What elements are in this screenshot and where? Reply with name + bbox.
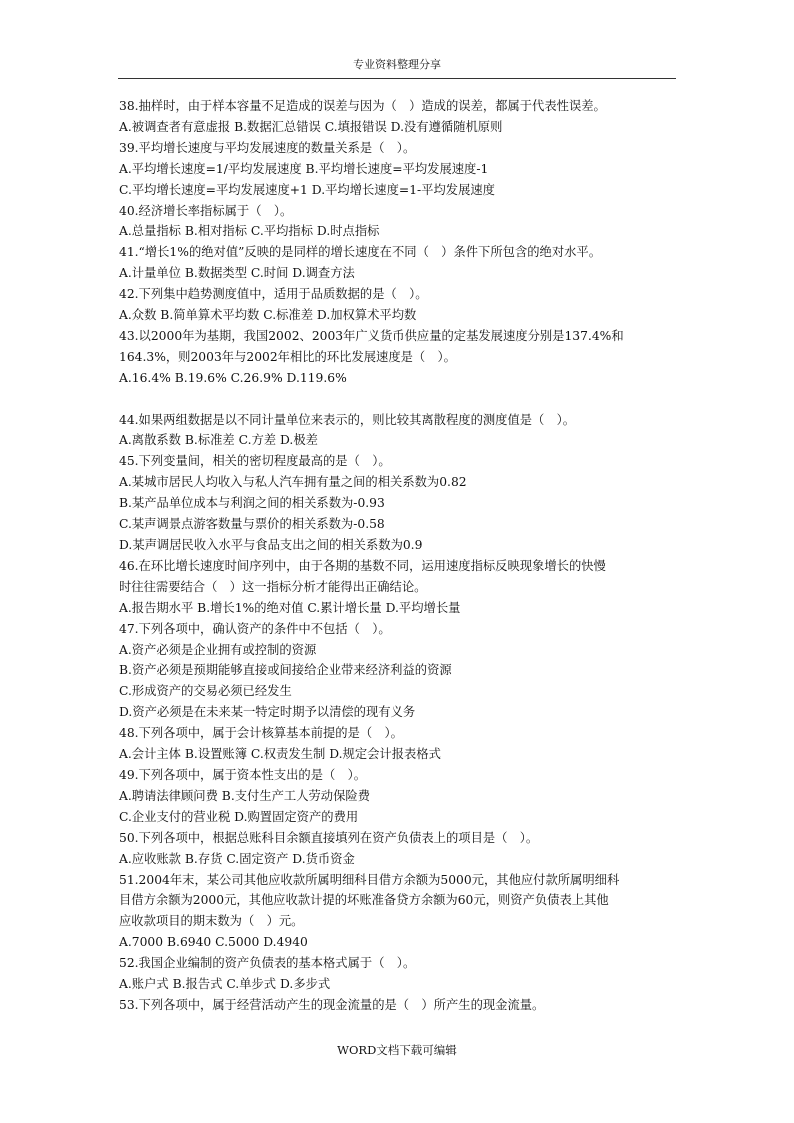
text-line: 46.在环比增长速度时间序列中，由于各期的基数不同，运用速度指标反映现象增长的快慢 <box>119 558 606 573</box>
text-line: 48.下列各项中，属于会计核算基本前提的是（ ）。 <box>119 726 403 741</box>
text-line: B.资产必须是预期能够直接或间接给企业带来经济利益的资源 <box>119 663 452 678</box>
text-line: 40.经济增长率指标属于（ ）。 <box>119 203 293 218</box>
text-line: A.众数 B.简单算术平均数 C.标准差 D.加权算术平均数 <box>119 308 417 323</box>
text-line: A.账户式 B.报告式 C.单步式 D.多步式 <box>119 977 331 992</box>
text-line: A.报告期水平 B.增长1%的绝对值 C.累计增长量 D.平均增长量 <box>119 600 461 615</box>
text-line: 41.“增长1%的绝对值”反映的是同样的增长速度在不同（ ）条件下所包含的绝对水平。 <box>119 245 602 260</box>
document-body <box>119 96 689 1016</box>
text-line: A.资产必须是企业拥有或控制的资源 <box>119 642 317 657</box>
text-line: 164.3%，则2003年与2002年相比的环比发展速度是（ ）。 <box>119 349 456 364</box>
page-header: 专业资料整理分享 <box>118 56 676 79</box>
text-line: A.应收账款 B.存货 C.固定资产 D.货币资金 <box>119 851 355 866</box>
text-line: 47.下列各项中，确认资产的条件中不包括（ ）。 <box>119 621 391 636</box>
text-line: A.聘请法律顾问费 B.支付生产工人劳动保险费 <box>119 788 370 803</box>
page-footer: WORD文档下载可编辑 <box>337 1043 457 1057</box>
text-line: A.离散系数 B.标准差 C.方差 D.极差 <box>119 433 318 448</box>
text-line: D.资产必须是在未来某一特定时期予以清偿的现有义务 <box>119 705 416 720</box>
text-line: A.16.4% B.19.6% C.26.9% D.119.6% <box>119 370 347 385</box>
text-line: 51.2004年末，某公司其他应收款所属明细科目借方余额为5000元，其他应付款所属明细科 <box>119 872 620 887</box>
text-line: A.会计主体 B.设置账簿 C.权责发生制 D.规定会计报表格式 <box>119 747 441 762</box>
text-line: 45.下列变量间，相关的密切程度最高的是（ ）。 <box>119 454 391 469</box>
text-line: 43.以2000年为基期，我国2002、2003年广义货币供应量的定基发展速度分别是137.4%和 <box>119 328 624 343</box>
text-line: 53.下列各项中，属于经营活动产生的现金流量的是（ ）所产生的现金流量。 <box>119 997 545 1012</box>
text-line: C.形成资产的交易必须已经发生 <box>119 684 292 699</box>
text-line: D.某声调居民收入水平与食品支出之间的相关系数为0.9 <box>119 538 423 553</box>
text-line: 38.抽样时，由于样本容量不足造成的误差与因为（ ）造成的误差，都属于代表性误差。 <box>119 99 606 113</box>
text-line: 目借方余额为2000元，其他应收款计提的坏账准备贷方余额为60元，则资产负债表上其他 <box>119 893 609 908</box>
text-line: A.某城市居民人均收入与私人汽车拥有量之间的相关系数为0.82 <box>119 475 467 490</box>
text-line: 44.如果两组数据是以不同计量单位来表示的，则比较其离散程度的测度值是（ ）。 <box>119 412 576 427</box>
text-line: 52.我国企业编制的资产负债表的基本格式属于（ ）。 <box>119 956 416 971</box>
text-line: 50.下列各项中，根据总账科目余额直接填列在资产负债表上的项目是（ ）。 <box>119 830 539 845</box>
text-line: A.总量指标 B.相对指标 C.平均指标 D.时点指标 <box>119 224 380 239</box>
text-line: A.7000 B.6940 C.5000 D.4940 <box>119 935 308 950</box>
text-line: C.平均增长速度=平均发展速度+1 D.平均增长速度=1-平均发展速度 <box>119 182 495 197</box>
text-line: 42.下列集中趋势测度值中，适用于品质数据的是（ ）。 <box>119 287 428 302</box>
text-line: C.某声调景点游客数量与票价的相关系数为-0.58 <box>119 517 385 532</box>
text-line: A.被调查者有意虚报 B.数据汇总错误 C.填报错误 D.没有遵循随机原则 <box>119 119 503 134</box>
text-line: A.计量单位 B.数据类型 C.时间 D.调查方法 <box>119 266 355 281</box>
text-line: B.某产品单位成本与利润之间的相关系数为-0.93 <box>119 496 385 511</box>
text-line: 时往往需要结合（ ）这一指标分析才能得出正确结论。 <box>119 579 427 594</box>
text-line: A.平均增长速度=1/平均发展速度 B.平均增长速度=平均发展速度-1 <box>119 161 489 176</box>
text-line: C.企业支付的营业税 D.购置固定资产的费用 <box>119 809 359 824</box>
text-line <box>119 389 689 410</box>
text-line: 应收款项目的期末数为（ ）元。 <box>119 914 304 929</box>
text-line: 39.平均增长速度与平均发展速度的数量关系是（ ）。 <box>119 140 416 155</box>
text-line: 49.下列各项中，属于资本性支出的是（ ）。 <box>119 767 367 782</box>
